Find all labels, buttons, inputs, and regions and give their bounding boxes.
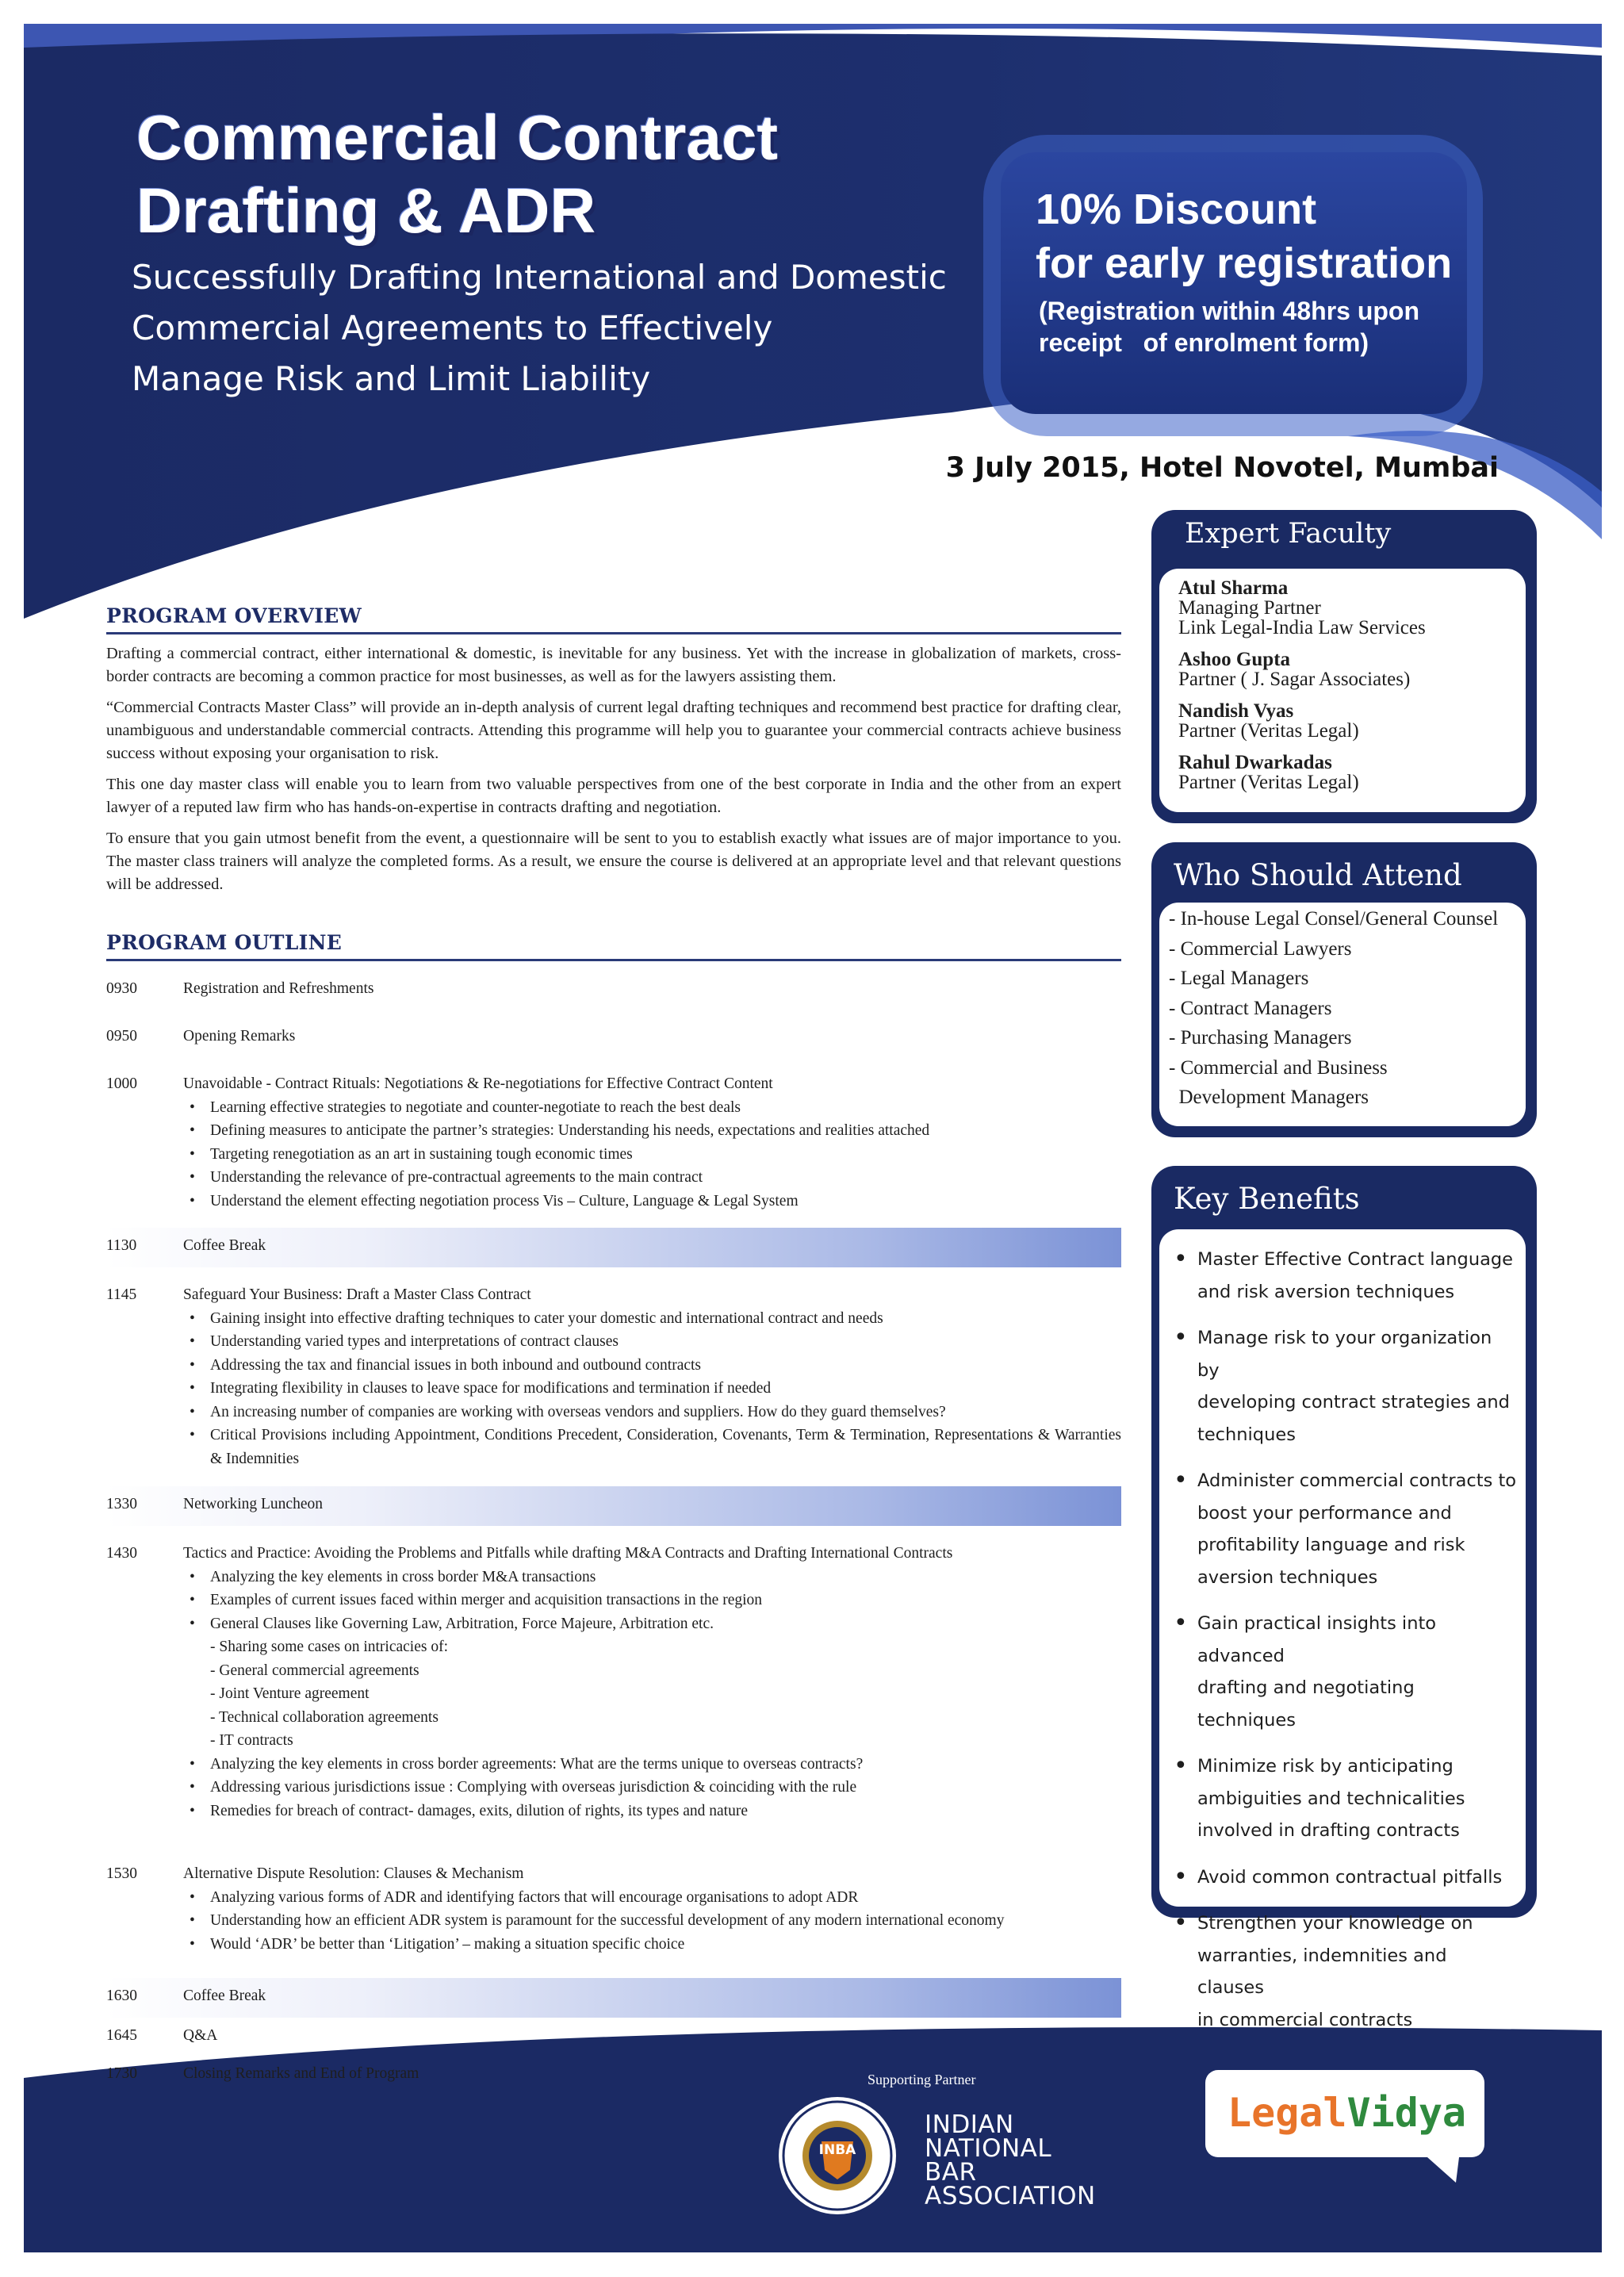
benefit-item	[1172, 1608, 1518, 1736]
inba-seal-center: INBA	[818, 2142, 856, 2158]
session-bullet: • Addressing various jurisdictions issue : Complying with overseas jurisdiction & coinciding with the rule	[183, 1776, 1121, 1800]
benefit-item	[1172, 1244, 1518, 1308]
benefit-line: • Strengthen your knowledge on	[1197, 1913, 1473, 1934]
faculty-name: Atul Sharma	[1178, 577, 1289, 599]
overview-heading: PROGRAM OVERVIEW	[106, 604, 1121, 634]
inba-wordmark	[925, 2110, 1096, 2210]
discount-heading: 10% Discount	[1036, 186, 1317, 233]
session-title: Safeguard Your Business: Draft a Master Class Contract	[183, 1286, 531, 1303]
session-time: 1000	[106, 1075, 137, 1092]
session-time: 1645	[106, 2027, 137, 2044]
subtitle	[132, 252, 988, 404]
benefit-line: • Administer commercial contracts to	[1197, 1470, 1517, 1491]
session-bullet: • Understand the element effecting negotiation process Vis – Culture, Language & Legal System	[183, 1190, 1121, 1213]
session-subitem: - IT contracts	[210, 1732, 293, 1749]
session-bullet: • Examples of current issues faced within merger and acquisition transactions in the region	[183, 1589, 1121, 1612]
session-title: Unavoidable - Contract Rituals: Negotiations & Re-negotiations for Effective Contract Content	[183, 1075, 773, 1092]
overview-text	[106, 642, 1121, 904]
session-row	[106, 1283, 1121, 1470]
session-time: 1430	[106, 1545, 137, 1562]
benefit-line: • Avoid common contractual pitfalls	[1197, 1866, 1503, 1888]
faculty-member	[1178, 753, 1526, 792]
title-line-2: Drafting & ADR	[136, 175, 596, 246]
faculty-org: Link Legal-India Law Services	[1178, 617, 1426, 638]
session-time: 1730	[106, 2065, 137, 2082]
benefit-line: and risk aversion techniques	[1197, 1281, 1455, 1302]
benefit-line: • Master Effective Contract language	[1197, 1249, 1514, 1270]
benefit-line: aversion techniques	[1197, 1566, 1378, 1588]
session-title: Networking Luncheon	[183, 1496, 323, 1512]
session-title: Closing Remarks and End of Program	[183, 2065, 419, 2082]
benefit-line: boost your performance and	[1197, 1502, 1452, 1524]
benefit-line: ambiguities and technicalities	[1197, 1788, 1465, 1809]
session-title: Q&A	[183, 2027, 218, 2044]
session-time: 0950	[106, 1028, 137, 1045]
benefits-heading: Key Benefits	[1174, 1182, 1360, 1216]
benefit-line: • Gain practical insights into advanced	[1197, 1613, 1437, 1666]
session-time: 1130	[106, 1237, 137, 1254]
session-bullet: • Understanding how an efficient ADR system is paramount for the successful development of any modern international economy	[183, 1909, 1121, 1933]
session-bullet: • Integrating flexibility in clauses to leave space for modifications and termination if needed	[183, 1377, 1121, 1401]
title-line-1: Commercial Contract	[136, 102, 779, 173]
overview-paragraph: “Commercial Contracts Master Class” will provide an in-depth analysis of current legal drafting techniques and recommend best practice for drafting clear, unambiguous and understandable commercial contracts. Attending this programme will help you to guarantee your commercial contracts achieve business success without exposing your organisation to risk.	[106, 699, 1121, 762]
attend-item: - Purchasing Managers	[1169, 1027, 1352, 1048]
faculty-member	[1178, 701, 1526, 741]
discount-note	[1039, 295, 1419, 358]
faculty-heading: Expert Faculty	[1185, 518, 1392, 550]
session-bullet: • Defining measures to anticipate the partner’s strategies: Understanding his needs, expectations and realities attached	[183, 1119, 1121, 1143]
legalvidya-wordmark	[1228, 2090, 1466, 2136]
attend-item: - Contract Managers	[1169, 997, 1332, 1019]
session-bullet: • Understanding varied types and interpretations of contract clauses	[183, 1330, 1121, 1354]
faculty-name: Nandish Vyas	[1178, 700, 1294, 722]
benefit-line: developing contract strategies and	[1197, 1392, 1510, 1413]
break-row	[106, 1486, 1121, 1526]
inba-line: BAR	[925, 2158, 977, 2187]
benefit-line: in commercial contracts	[1197, 2009, 1413, 2030]
overview-paragraph: This one day master class will enable you to learn from two valuable perspectives from one of the best corporate in India and the other from an expert lawyer of a reputed law firm who has hands-on-expertise in contracts drafting and negotiation.	[106, 776, 1121, 816]
faculty-member	[1178, 650, 1526, 689]
subtitle-line: Successfully Drafting International and Domestic	[132, 258, 947, 297]
inba-line: NATIONAL	[925, 2134, 1052, 2163]
session-bullet: • Targeting renegotiation as an art in sustaining tough economic times	[183, 1143, 1121, 1167]
key-benefits-panel	[1151, 1166, 1537, 2030]
who-should-attend-panel	[1151, 842, 1537, 1137]
legalvidya-part-vidya: Vidya	[1346, 2090, 1467, 2136]
session-subitem: - Joint Venture agreement	[210, 1685, 370, 1702]
session-time: 0930	[106, 980, 137, 997]
attend-item: - In-house Legal Consel/General Counsel	[1169, 908, 1499, 930]
session-bullet: • General Clauses like Governing Law, Arbitration, Force Majeure, Arbitration etc.	[183, 1612, 1121, 1636]
session-title: Coffee Break	[183, 1237, 266, 1254]
session-bullet: • An increasing number of companies are working with overseas vendors and suppliers. How do they guard themselves?	[183, 1401, 1121, 1424]
session-row	[106, 2024, 1121, 2048]
benefit-line: drafting and negotiating techniques	[1197, 1677, 1415, 1731]
session-row	[106, 1542, 1121, 1823]
faculty-list	[1159, 569, 1526, 812]
attend-item: - Legal Managers	[1169, 968, 1309, 989]
attend-heading: Who Should Attend	[1174, 858, 1462, 892]
session-time: 1630	[106, 1988, 137, 2004]
session-time: 1530	[106, 1865, 137, 1882]
outline-heading: PROGRAM OUTLINE	[106, 931, 1121, 961]
session-bullet: • Analyzing the key elements in cross border M&A transactions	[183, 1566, 1121, 1589]
session-bullet: • Understanding the relevance of pre-contractual agreements to the main contract	[183, 1166, 1121, 1190]
attend-item: Development Managers	[1169, 1087, 1369, 1108]
attend-item: - Commercial and Business	[1169, 1056, 1388, 1079]
benefit-item	[1172, 1322, 1518, 1451]
faculty-member	[1178, 578, 1526, 638]
benefit-line: involved in drafting contracts	[1197, 1820, 1460, 1841]
session-time: 1330	[106, 1496, 137, 1512]
legalvidya-part-legal: Legal	[1228, 2090, 1347, 2136]
faculty-name: Ashoo Gupta	[1178, 649, 1291, 670]
supporting-partner-label: Supporting Partner	[868, 2072, 976, 2087]
session-row	[106, 1025, 1121, 1048]
subtitle-line: Commercial Agreements to Effectively	[132, 309, 773, 347]
benefit-line: techniques	[1197, 1424, 1296, 1445]
session-bullet: • Would ‘ADR’ be better than ‘Litigation’ – making a situation specific choice	[183, 1933, 1121, 1957]
session-title: Tactics and Practice: Avoiding the Problems and Pitfalls while drafting M&A Contracts and Drafting International Contracts	[183, 1545, 953, 1562]
attend-list	[1159, 903, 1526, 1126]
faculty-role: Partner ( J. Sagar Associates)	[1178, 669, 1411, 690]
inba-line: ASSOCIATION	[925, 2182, 1096, 2210]
session-bullet: • Learning effective strategies to negotiate and counter-negotiate to reach the best deals	[183, 1096, 1121, 1120]
session-time: 1145	[106, 1286, 137, 1303]
faculty-role: Partner (Veritas Legal)	[1178, 720, 1359, 742]
discount-subheading: for early registration	[1036, 240, 1453, 287]
page-title	[136, 102, 929, 247]
session-title: Opening Remarks	[183, 1028, 296, 1045]
faculty-name: Rahul Dwarkadas	[1178, 752, 1332, 773]
overview-paragraph: Drafting a commercial contract, either international & domestic, is inevitable for any business. Yet with the increase in globalization of markets, cross-border contracts are becoming a common practice for most businesses, as well as for the lawyers assisting them.	[106, 645, 1121, 685]
faculty-role: Managing Partner	[1178, 597, 1321, 619]
event-date-venue: 3 July 2015, Hotel Novotel, Mumbai	[945, 452, 1499, 484]
benefit-line: • Minimize risk by anticipating	[1197, 1756, 1454, 1777]
benefit-line: warranties, indemnities and clauses	[1197, 1945, 1447, 1998]
session-row	[106, 977, 1121, 1001]
benefit-item	[1172, 1907, 1518, 2036]
session-subitem: - Sharing some cases on intricacies of:	[210, 1639, 448, 1655]
break-row	[106, 1228, 1121, 1267]
attend-item: - Commercial Lawyers	[1169, 937, 1352, 960]
session-row	[106, 1072, 1121, 1213]
benefits-list	[1159, 1229, 1526, 2030]
session-row	[106, 1862, 1121, 1956]
discount-note-line: (Registration within 48hrs upon	[1039, 297, 1420, 325]
overview-paragraph: To ensure that you gain utmost benefit from the event, a questionnaire will be sent to you to establish exactly what issues are of major importance to you. The master class trainers will analyze the completed forms. As a result, we ensure the course is delivered at an appropriate level and that relevant questions will be addressed.	[106, 830, 1121, 893]
session-bullet: • Gaining insight into effective drafting techniques to cater your domestic and international contract and needs	[183, 1307, 1121, 1331]
discount-note-line: receipt of enrolment form)	[1039, 328, 1369, 357]
session-bullet: • Addressing the tax and financial issues in both inbound and outbound contracts	[183, 1354, 1121, 1378]
session-subitem: - Technical collaboration agreements	[210, 1708, 439, 1726]
faculty-role: Partner (Veritas Legal)	[1178, 772, 1359, 793]
expert-faculty-panel	[1151, 510, 1537, 823]
session-title: Coffee Break	[183, 1988, 266, 2004]
benefit-item	[1172, 1750, 1518, 1847]
subtitle-line: Manage Risk and Limit Liability	[132, 359, 651, 398]
benefit-line: profitability language and risk	[1197, 1535, 1465, 1555]
benefit-line: • Manage risk to your organization by	[1197, 1328, 1492, 1381]
session-bullet: • Analyzing the key elements in cross border agreements: What are the terms unique to overseas contracts?	[183, 1753, 1121, 1777]
benefit-item	[1172, 1861, 1518, 1894]
break-row	[106, 1978, 1121, 2018]
session-subitem: - General commercial agreements	[210, 1662, 419, 1679]
session-bullet: • Analyzing various forms of ADR and identifying factors that will encourage organisations to adopt ADR	[183, 1886, 1121, 1910]
session-title: Alternative Dispute Resolution: Clauses & Mechanism	[183, 1865, 524, 1882]
session-bullet: • Remedies for breach of contract- damages, exits, dilution of rights, its types and nature	[183, 1800, 1121, 1823]
inba-line: INDIAN	[925, 2110, 1014, 2139]
benefit-item	[1172, 1465, 1518, 1593]
session-bullet: • Critical Provisions including Appointment, Conditions Precedent, Consideration, Covenants, Term & Termination, Representations & Warranties & Indemnities	[183, 1424, 1121, 1470]
session-title: Registration and Refreshments	[183, 980, 374, 997]
